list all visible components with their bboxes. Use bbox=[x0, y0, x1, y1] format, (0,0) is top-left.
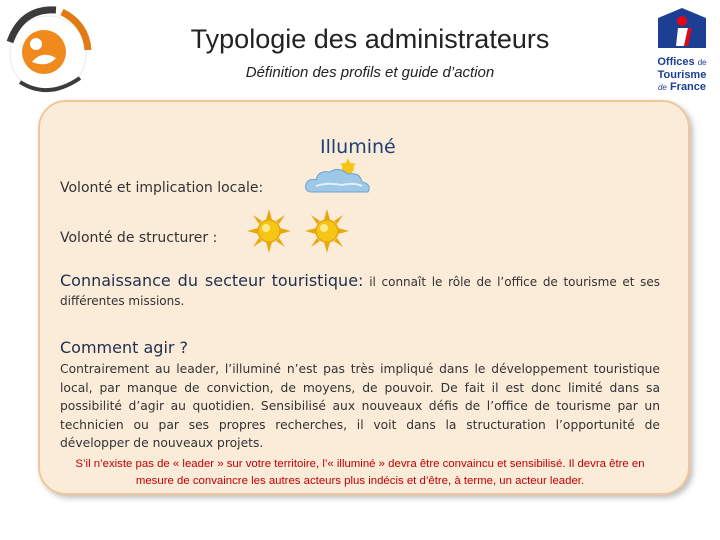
info-i-logo bbox=[648, 6, 716, 54]
leader-note: S’il n’existe pas de « leader » sur votre territoire, l’« illuminé » devra être convaincu et sensibilisé. Il devra être en mesure de convaincre les autres acteurs plus indécis et d’être, à terme, un acteur leader. bbox=[75, 458, 645, 487]
offices-de-tourisme-logo bbox=[648, 6, 716, 106]
connaissance-section bbox=[60, 272, 660, 310]
logo-line1-small: de bbox=[697, 58, 707, 67]
page-title: Typologie des administrateurs bbox=[190, 24, 550, 54]
volonte-structurer-label: Volonté de structurer : bbox=[60, 230, 218, 246]
profile-name: Illuminé bbox=[320, 136, 396, 158]
sun-icon bbox=[246, 208, 292, 254]
logo-line3-small: de bbox=[657, 83, 667, 92]
comment-agir-heading: Comment agir ? bbox=[60, 338, 189, 357]
cloud-sun-icon bbox=[302, 158, 374, 198]
sun-icon bbox=[304, 208, 350, 254]
logo-line1: Offices bbox=[657, 56, 695, 68]
page-subtitle: Définition des profils et guide d’action bbox=[245, 64, 495, 81]
logo-line2: Tourisme bbox=[657, 69, 707, 81]
volonte-implication-label: Volonté et implication locale: bbox=[60, 180, 264, 196]
metteur-en-scene-logo-graphic bbox=[2, 2, 94, 102]
logo-line3: France bbox=[669, 81, 707, 93]
connaissance-text: il connaît le rôle de l’office de tourisme et ses différentes missions. bbox=[60, 275, 660, 308]
metteur-en-scene-logo bbox=[2, 2, 94, 102]
connaissance-heading: Connaissance du secteur touristique: bbox=[60, 271, 364, 290]
comment-agir-text: Contrairement au leader, l’illuminé n’est pas très impliqué dans le développement touristique local, par manque de conviction, de moyens, de pouvoir. De fait il est donc limité dans sa possibilité d’agir au quotidien. Sensibilisé aux nouveaux défis de l’office de tourisme par un technicien ou par ses propres recherches, il voit dans la structuration l’opportunité de développer de nouveaux projets. bbox=[60, 362, 660, 450]
